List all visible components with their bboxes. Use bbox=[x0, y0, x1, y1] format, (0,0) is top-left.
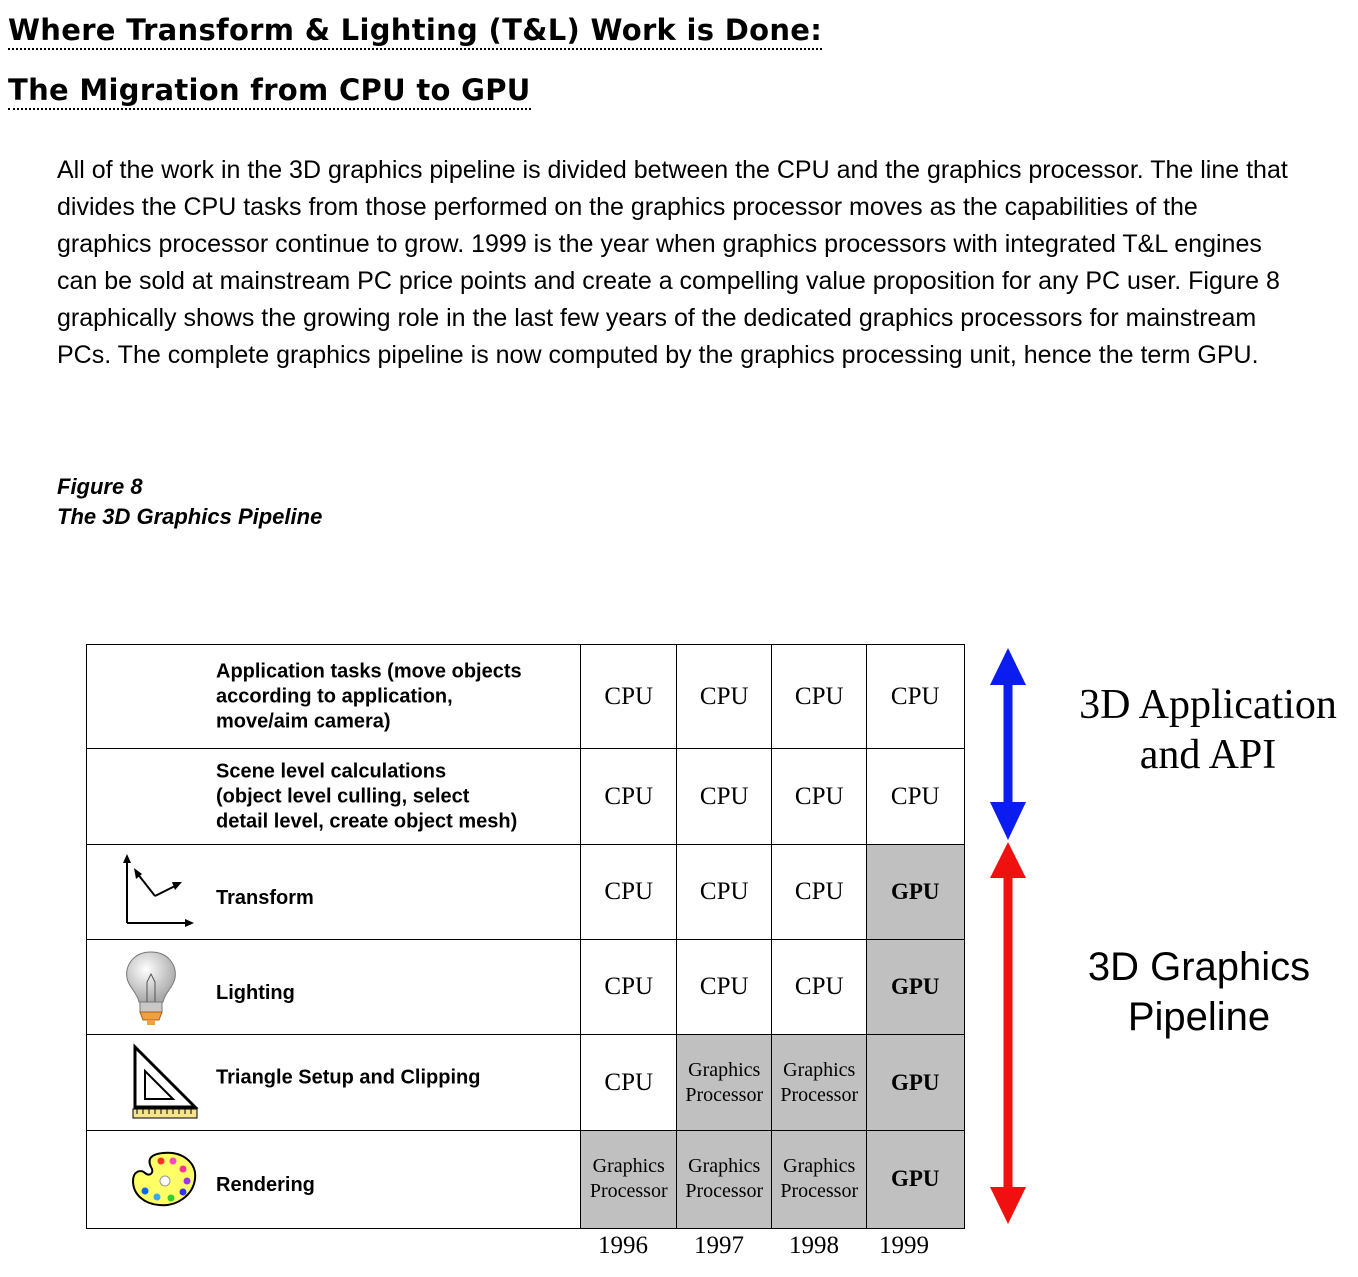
pipeline-cell-label: CPU bbox=[604, 682, 654, 710]
pipeline-task-label: Scene level calculations (object level culling, select detail level, create object mesh) bbox=[216, 760, 518, 833]
year-label: 1999 bbox=[879, 1232, 929, 1259]
pipeline-cell-label: CPU bbox=[604, 782, 654, 810]
pipeline-cell-label: GPU bbox=[890, 1166, 940, 1192]
application-api-label: 3D Application and API bbox=[1079, 682, 1337, 778]
pipeline-cell-label: CPU bbox=[699, 682, 749, 710]
pipeline-cell-label: GPU bbox=[890, 1069, 940, 1095]
pipeline-cell-label: CPU bbox=[890, 782, 940, 810]
pipeline-task-label: Rendering bbox=[216, 1174, 315, 1196]
pipeline-cell-label: CPU bbox=[794, 973, 844, 1001]
pipeline-cell-label: Graphics Processor bbox=[685, 1155, 764, 1203]
pipeline-task-label: Application tasks (move objects according to application, move/aim camera) bbox=[216, 660, 522, 733]
pipeline-cell-label: CPU bbox=[604, 973, 654, 1001]
application-arrow bbox=[990, 648, 1026, 840]
graphics-pipeline-label: 3D Graphics Pipeline bbox=[1087, 945, 1311, 1039]
pipeline-cell-label: Graphics Processor bbox=[685, 1058, 764, 1106]
pipeline-cell-label: Graphics Processor bbox=[780, 1155, 859, 1203]
graphics-pipeline-arrow bbox=[990, 842, 1026, 1224]
heading-line-2: The Migration from CPU to GPU bbox=[8, 72, 531, 110]
pipeline-cell-label: GPU bbox=[890, 879, 940, 905]
figure-number: Figure 8 bbox=[57, 474, 143, 499]
body-paragraph: All of the work in the 3D graphics pipeline is divided between the CPU and the graphics processor. The line that divides the CPU tasks from those performed on the graphics processor moves as the capabilities of the graphics processor continue to grow. 1999 is the year when graphics processors with integrated T&L engines can be sold at mainstream PC price points and create a compelling value proposition for any PC user. Figure 8 graphically shows the growing role in the last few years of the dedicated graphics processors for mainstream PCs. The complete graphics pipeline is now computed by the graphics processing unit, hence the term GPU. bbox=[57, 156, 1288, 369]
pipeline-cell-label: CPU bbox=[699, 878, 749, 906]
pipeline-cell-label: CPU bbox=[604, 1068, 654, 1096]
year-label: 1996 bbox=[598, 1232, 648, 1259]
pipeline-cell-label: CPU bbox=[794, 782, 844, 810]
pipeline-cell-label: Graphics Processor bbox=[780, 1058, 859, 1106]
pipeline-task-label: Triangle Setup and Clipping bbox=[216, 1066, 481, 1089]
pipeline-cell-label: CPU bbox=[794, 682, 844, 710]
year-label: 1997 bbox=[694, 1232, 744, 1259]
year-label: 1998 bbox=[789, 1232, 839, 1259]
pipeline-cell-label: CPU bbox=[604, 878, 654, 906]
pipeline-cell-label: CPU bbox=[890, 682, 940, 710]
pipeline-cell-label: GPU bbox=[890, 974, 940, 1000]
heading-line-1: Where Transform & Lighting (T&L) Work is Done: bbox=[8, 12, 822, 50]
pipeline-cell-label: Graphics Processor bbox=[589, 1155, 668, 1203]
pipeline-task-label: Lighting bbox=[216, 982, 295, 1004]
figure-title: The 3D Graphics Pipeline bbox=[57, 504, 323, 529]
pipeline-cell-label: CPU bbox=[699, 782, 749, 810]
pipeline-task-label: Transform bbox=[216, 887, 314, 909]
pipeline-cell-label: CPU bbox=[699, 973, 749, 1001]
pipeline-cell-label: CPU bbox=[794, 878, 844, 906]
